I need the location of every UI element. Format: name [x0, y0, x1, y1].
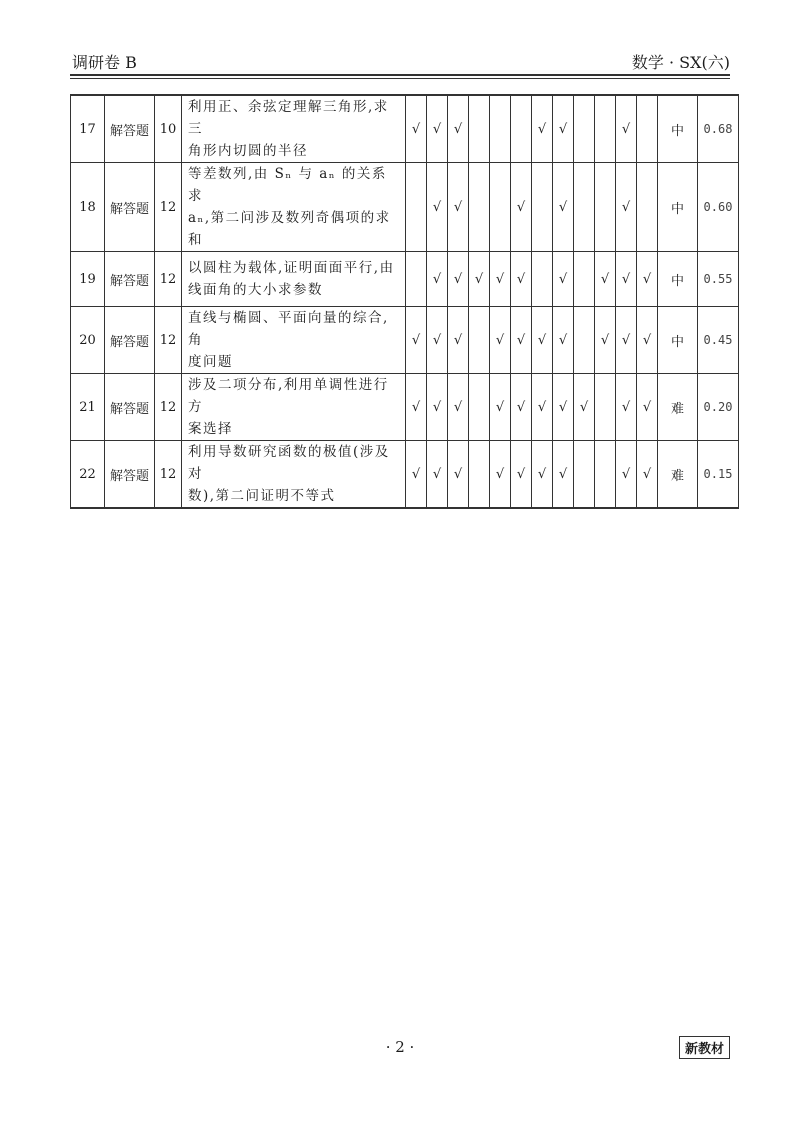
- question-type-cell: 解答题: [105, 374, 155, 441]
- pass-rate-cell: 0.55: [698, 252, 739, 307]
- check-mark-icon: √: [621, 399, 631, 415]
- check-mark-icon: √: [537, 466, 547, 482]
- ability-check-cell: [490, 163, 511, 252]
- ability-check-cell: [511, 163, 532, 252]
- check-mark-icon: √: [621, 199, 631, 215]
- ability-check-cell: [511, 307, 532, 374]
- pass-rate-cell: 0.20: [698, 374, 739, 441]
- check-mark-icon: √: [621, 121, 631, 137]
- check-mark-icon: √: [600, 271, 610, 287]
- check-mark-icon: √: [558, 466, 568, 482]
- description-cell: [182, 163, 406, 252]
- ability-check-cell: [574, 163, 595, 252]
- question-type-cell: 解答题: [105, 252, 155, 307]
- score-cell: 10: [155, 95, 182, 163]
- question-number-cell: 18: [71, 163, 105, 252]
- check-mark-icon: √: [474, 271, 484, 287]
- check-mark-icon: √: [579, 399, 589, 415]
- check-mark-icon: √: [432, 399, 442, 415]
- question-type-cell: 解答题: [105, 441, 155, 509]
- ability-check-cell: [511, 374, 532, 441]
- ability-check-cell: [427, 95, 448, 163]
- check-mark-icon: √: [453, 271, 463, 287]
- score-cell: 12: [155, 252, 182, 307]
- check-mark-icon: √: [411, 121, 421, 137]
- difficulty-cell: 中: [658, 252, 698, 307]
- ability-check-cell: [616, 163, 637, 252]
- check-mark-icon: √: [495, 271, 505, 287]
- table-row: [71, 374, 739, 441]
- ability-check-cell: [616, 441, 637, 509]
- check-mark-icon: √: [516, 199, 526, 215]
- question-number-cell: 17: [71, 95, 105, 163]
- check-mark-icon: √: [516, 399, 526, 415]
- ability-check-cell: [448, 163, 469, 252]
- check-mark-icon: √: [642, 466, 652, 482]
- check-mark-icon: √: [516, 466, 526, 482]
- analysis-table: [70, 94, 739, 509]
- question-number-cell: 20: [71, 307, 105, 374]
- check-mark-icon: √: [621, 466, 631, 482]
- ability-check-cell: [574, 441, 595, 509]
- check-mark-icon: √: [642, 271, 652, 287]
- description-cell: [182, 307, 406, 374]
- ability-check-cell: [490, 95, 511, 163]
- difficulty-cell: 中: [658, 95, 698, 163]
- ability-check-cell: [637, 441, 658, 509]
- description-line-1: 等差数列,由 Sₙ 与 aₙ 的关系求: [188, 166, 387, 204]
- pass-rate-cell: 0.68: [698, 95, 739, 163]
- ability-check-cell: [595, 163, 616, 252]
- ability-check-cell: [469, 307, 490, 374]
- ability-check-cell: [616, 252, 637, 307]
- check-mark-icon: √: [453, 466, 463, 482]
- check-mark-icon: √: [558, 332, 568, 348]
- ability-check-cell: [448, 252, 469, 307]
- ability-check-cell: [553, 441, 574, 509]
- ability-check-cell: [427, 374, 448, 441]
- header-rule-thin: [70, 78, 730, 79]
- check-mark-icon: √: [453, 332, 463, 348]
- description-line-2: 案选择: [188, 421, 233, 437]
- header-rule-thick: [70, 74, 730, 76]
- ability-check-cell: [616, 374, 637, 441]
- ability-check-cell: [532, 307, 553, 374]
- ability-check-cell: [469, 95, 490, 163]
- question-type-cell: 解答题: [105, 95, 155, 163]
- description-cell: [182, 374, 406, 441]
- ability-check-cell: [406, 252, 427, 307]
- score-cell: 12: [155, 163, 182, 252]
- ability-check-cell: [469, 252, 490, 307]
- page-number: · 2 ·: [385, 1038, 415, 1056]
- ability-check-cell: [469, 163, 490, 252]
- check-mark-icon: √: [558, 121, 568, 137]
- ability-check-cell: [553, 374, 574, 441]
- ability-check-cell: [616, 95, 637, 163]
- question-type-cell: 解答题: [105, 163, 155, 252]
- ability-check-cell: [574, 307, 595, 374]
- header-right-title: 数学 · SX(六): [631, 53, 730, 72]
- header-left-title: 调研卷 B: [72, 53, 137, 72]
- score-cell: 12: [155, 307, 182, 374]
- ability-check-cell: [490, 374, 511, 441]
- table-row: [71, 307, 739, 374]
- check-mark-icon: √: [537, 121, 547, 137]
- check-mark-icon: √: [495, 332, 505, 348]
- check-mark-icon: √: [432, 199, 442, 215]
- check-mark-icon: √: [621, 271, 631, 287]
- check-mark-icon: √: [453, 121, 463, 137]
- check-mark-icon: √: [516, 271, 526, 287]
- ability-check-cell: [427, 163, 448, 252]
- question-type-cell: 解答题: [105, 307, 155, 374]
- ability-check-cell: [490, 252, 511, 307]
- ability-check-cell: [595, 307, 616, 374]
- description-line-2: 度问题: [188, 354, 233, 370]
- ability-check-cell: [553, 252, 574, 307]
- ability-check-cell: [637, 95, 658, 163]
- pass-rate-cell: 0.45: [698, 307, 739, 374]
- ability-check-cell: [637, 374, 658, 441]
- difficulty-cell: 中: [658, 163, 698, 252]
- check-mark-icon: √: [495, 399, 505, 415]
- ability-check-cell: [448, 95, 469, 163]
- ability-check-cell: [595, 374, 616, 441]
- check-mark-icon: √: [558, 271, 568, 287]
- ability-check-cell: [595, 441, 616, 509]
- ability-check-cell: [553, 95, 574, 163]
- table-row: [71, 163, 739, 252]
- ability-check-cell: [553, 307, 574, 374]
- check-mark-icon: √: [621, 332, 631, 348]
- table-row: [71, 95, 739, 163]
- ability-check-cell: [406, 95, 427, 163]
- ability-check-cell: [490, 441, 511, 509]
- ability-check-cell: [511, 252, 532, 307]
- description-line-2: 线面角的大小求参数: [188, 282, 323, 298]
- check-mark-icon: √: [411, 399, 421, 415]
- table-row: [71, 441, 739, 509]
- ability-check-cell: [532, 163, 553, 252]
- description-cell: [182, 95, 406, 163]
- question-number-cell: 19: [71, 252, 105, 307]
- score-cell: 12: [155, 441, 182, 509]
- score-cell: 12: [155, 374, 182, 441]
- description-line-1: 以圆柱为载体,证明面面平行,由: [188, 260, 395, 276]
- ability-check-cell: [469, 374, 490, 441]
- ability-check-cell: [637, 252, 658, 307]
- table-body: [71, 95, 739, 508]
- ability-check-cell: [637, 163, 658, 252]
- ability-check-cell: [406, 374, 427, 441]
- ability-check-cell: [511, 441, 532, 509]
- description-line-1: 直线与椭圆、平面向量的综合,角: [188, 310, 389, 348]
- ability-check-cell: [532, 252, 553, 307]
- edition-badge: 新教材: [679, 1036, 730, 1059]
- check-mark-icon: √: [432, 121, 442, 137]
- ability-check-cell: [469, 441, 490, 509]
- check-mark-icon: √: [600, 332, 610, 348]
- description-line-1: 涉及二项分布,利用单调性进行方: [188, 377, 389, 415]
- pass-rate-cell: 0.15: [698, 441, 739, 509]
- difficulty-cell: 难: [658, 374, 698, 441]
- ability-check-cell: [427, 307, 448, 374]
- ability-check-cell: [637, 307, 658, 374]
- check-mark-icon: √: [411, 332, 421, 348]
- ability-check-cell: [574, 95, 595, 163]
- ability-check-cell: [406, 163, 427, 252]
- ability-check-cell: [574, 252, 595, 307]
- ability-check-cell: [532, 441, 553, 509]
- check-mark-icon: √: [537, 332, 547, 348]
- table-row: [71, 252, 739, 307]
- description-cell: [182, 252, 406, 307]
- ability-check-cell: [448, 374, 469, 441]
- check-mark-icon: √: [453, 399, 463, 415]
- ability-check-cell: [406, 441, 427, 509]
- check-mark-icon: √: [558, 199, 568, 215]
- description-line-2: aₙ,第二问涉及数列奇偶项的求和: [188, 210, 391, 248]
- ability-check-cell: [427, 441, 448, 509]
- ability-check-cell: [406, 307, 427, 374]
- pass-rate-cell: 0.60: [698, 163, 739, 252]
- ability-check-cell: [448, 441, 469, 509]
- ability-check-cell: [427, 252, 448, 307]
- check-mark-icon: √: [432, 271, 442, 287]
- ability-check-cell: [532, 95, 553, 163]
- question-number-cell: 21: [71, 374, 105, 441]
- description-line-1: 利用导数研究函数的极值(涉及对: [188, 444, 390, 482]
- ability-check-cell: [532, 374, 553, 441]
- check-mark-icon: √: [642, 332, 652, 348]
- description-line-2: 数),第二问证明不等式: [188, 488, 336, 504]
- check-mark-icon: √: [642, 399, 652, 415]
- check-mark-icon: √: [516, 332, 526, 348]
- check-mark-icon: √: [495, 466, 505, 482]
- ability-check-cell: [553, 163, 574, 252]
- description-line-1: 利用正、余弦定理解三角形,求三: [188, 99, 389, 137]
- difficulty-cell: 难: [658, 441, 698, 509]
- description-line-2: 角形内切圆的半径: [188, 143, 308, 159]
- ability-check-cell: [490, 307, 511, 374]
- ability-check-cell: [448, 307, 469, 374]
- check-mark-icon: √: [432, 466, 442, 482]
- ability-check-cell: [595, 95, 616, 163]
- check-mark-icon: √: [432, 332, 442, 348]
- check-mark-icon: √: [453, 199, 463, 215]
- check-mark-icon: √: [558, 399, 568, 415]
- difficulty-cell: 中: [658, 307, 698, 374]
- check-mark-icon: √: [411, 466, 421, 482]
- ability-check-cell: [574, 374, 595, 441]
- description-cell: [182, 441, 406, 509]
- question-number-cell: 22: [71, 441, 105, 509]
- ability-check-cell: [595, 252, 616, 307]
- check-mark-icon: √: [537, 399, 547, 415]
- ability-check-cell: [616, 307, 637, 374]
- ability-check-cell: [511, 95, 532, 163]
